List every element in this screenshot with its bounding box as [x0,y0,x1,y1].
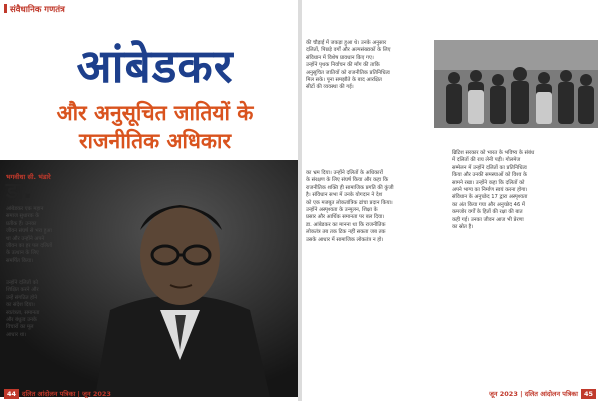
right-b-line: अपने भाग्य का निर्माण स्वयं करना होगा। [452,187,528,194]
right-a-line: डा. आंबेडकर का मानना था कि राजनीतिक [306,221,386,228]
right-page [302,0,600,401]
right-b-line: कमजोर वर्गों के हितों की रक्षा की बात [452,209,523,216]
section-tag-bar [4,4,7,13]
left-col2-line: उन्होंने दलितों को [6,280,38,286]
right-b-line: ब्रिटिश सरकार को भारत के भविष्य के संबंध [452,150,535,156]
right-b-line: संविधान के अनुच्छेद 17 द्वारा अस्पृश्यता [452,194,528,201]
right-b-line: कही गई। उनका जीवन आज भी प्रेरणा [452,216,524,223]
right-a-line: है। संविधान सभा में उनके योगदान ने देश [306,192,383,199]
footer-text: जून 2023 | दलित आंदोलन पत्रिका [489,390,578,398]
left-col2-line: का संदेश दिया। [6,302,35,309]
right-b-line: का अंत किया गया और अनुच्छेद 46 में [452,201,526,208]
left-col1-line: था और उन्होंने अपने [6,235,45,242]
left-col1-line: जीवन संघर्ष से भरा हुआ [6,228,52,235]
right-a-line: के संरक्षण के लिए संघर्ष किया और कहा कि [306,177,389,184]
page-number: 45 [581,389,596,399]
left-col2-line: स्वतंत्रता, समानता [6,309,40,316]
right-top-line: उन्होंने पृथक निर्वाचन की माँग की ताकि [306,62,380,69]
right-top-line: दलितों, पिछड़े वर्गों और अल्पसंख्यकों के लिए [306,47,391,54]
left-col2-line: उन्हें संगठित होने [6,294,38,301]
right-top-line: की चौड़ाई में जकड़ा हुआ थे। उनके अनुसार [306,40,387,46]
left-col1-line: आंबेडकर एक महान [6,206,44,212]
page-number: 44 [4,389,19,399]
right-footer [489,389,596,399]
right-a-line: उन्होंने अस्पृश्यता के उन्मूलन, शिक्षा के [306,207,378,214]
right-a-line: राजनीतिक शक्ति ही सामाजिक प्रगति की कुंजी [306,184,394,191]
right-a-line: उसके आधार में सामाजिक लोकतंत्र न हो। [306,236,384,243]
right-b-line: सामने रखा। उन्होंने कहा कि दलितों को [452,179,525,186]
right-b-line: किया और उनकी समस्याओं को विश्व के [452,172,527,179]
drop-cap: डा. [6,179,32,204]
group-photo-drawing [434,40,598,128]
left-col2-line: विचारों का मूल [6,324,34,331]
historic-group-photo [434,40,598,128]
article-subtitle-line1: और अनुसूचित जातियों के [56,101,254,125]
right-top-line: मिल सके। पूना समझौते के बाद आरक्षित [306,77,382,84]
left-column-1 [6,206,61,265]
right-a-line: लोकतंत्र तब तक टिक नहीं सकता जब तक [306,229,386,236]
right-a-line: का भ्रम दिया। उन्होंने दलितों के अधिकारों [306,170,383,176]
article-subtitle-line2: राजनीतिक अधिकार [78,129,232,153]
author-byline: भगवीधा सी. भंडारे [6,173,51,181]
left-col2-line: आधार था। [6,331,27,338]
right-top-line: संविधान में विशेष प्रावधान किए गए। [306,54,374,61]
right-b-line: सम्मेलन में उन्होंने दलितों का प्रतिनिधित्व [452,164,527,171]
ambedkar-portrait-photo [0,160,298,397]
footer-text: दलित आंदोलन पत्रिका | जून 2023 [22,390,111,398]
right-column-a [306,170,446,244]
right-column-top [306,40,430,92]
right-b-line: का स्रोत है। [452,224,474,231]
left-col2-line: और बंधुत्व उनके [6,317,37,324]
left-footer [4,389,111,399]
right-column-b [452,150,596,231]
section-tag-label: संवैधानिक गणतंत्र [10,5,65,15]
portrait-drawing [0,160,298,397]
right-a-line: प्रसार और आर्थिक समानता पर बल दिया। [306,214,385,221]
left-col1-line: के उत्थान के लिए [6,250,39,257]
left-col2-line: शिक्षित करने और [6,287,39,294]
right-top-line: सीटों की व्यवस्था की गई। [306,84,354,91]
left-col1-line: समर्पित किया। [6,257,34,264]
left-page [0,0,298,401]
right-a-line: को एक मजबूत लोकतांत्रिक ढांचा प्रदान किया। [306,199,393,206]
left-column-2 [6,280,61,339]
article-title: आंबेडकर [76,39,234,93]
left-col1-line: प्रतीक हैं। उनका [6,220,37,227]
left-col1-line: जीवन का हर पल दलितों [6,243,53,250]
right-top-line: अनुसूचित जातियों को राजनीतिक प्रतिनिधित्व [306,69,390,76]
right-b-line: में दलितों की राय लेनी पड़ी। गोलमेज [452,157,521,164]
left-col1-line: समाज सुधारक के [6,213,40,220]
section-tag [4,4,65,15]
